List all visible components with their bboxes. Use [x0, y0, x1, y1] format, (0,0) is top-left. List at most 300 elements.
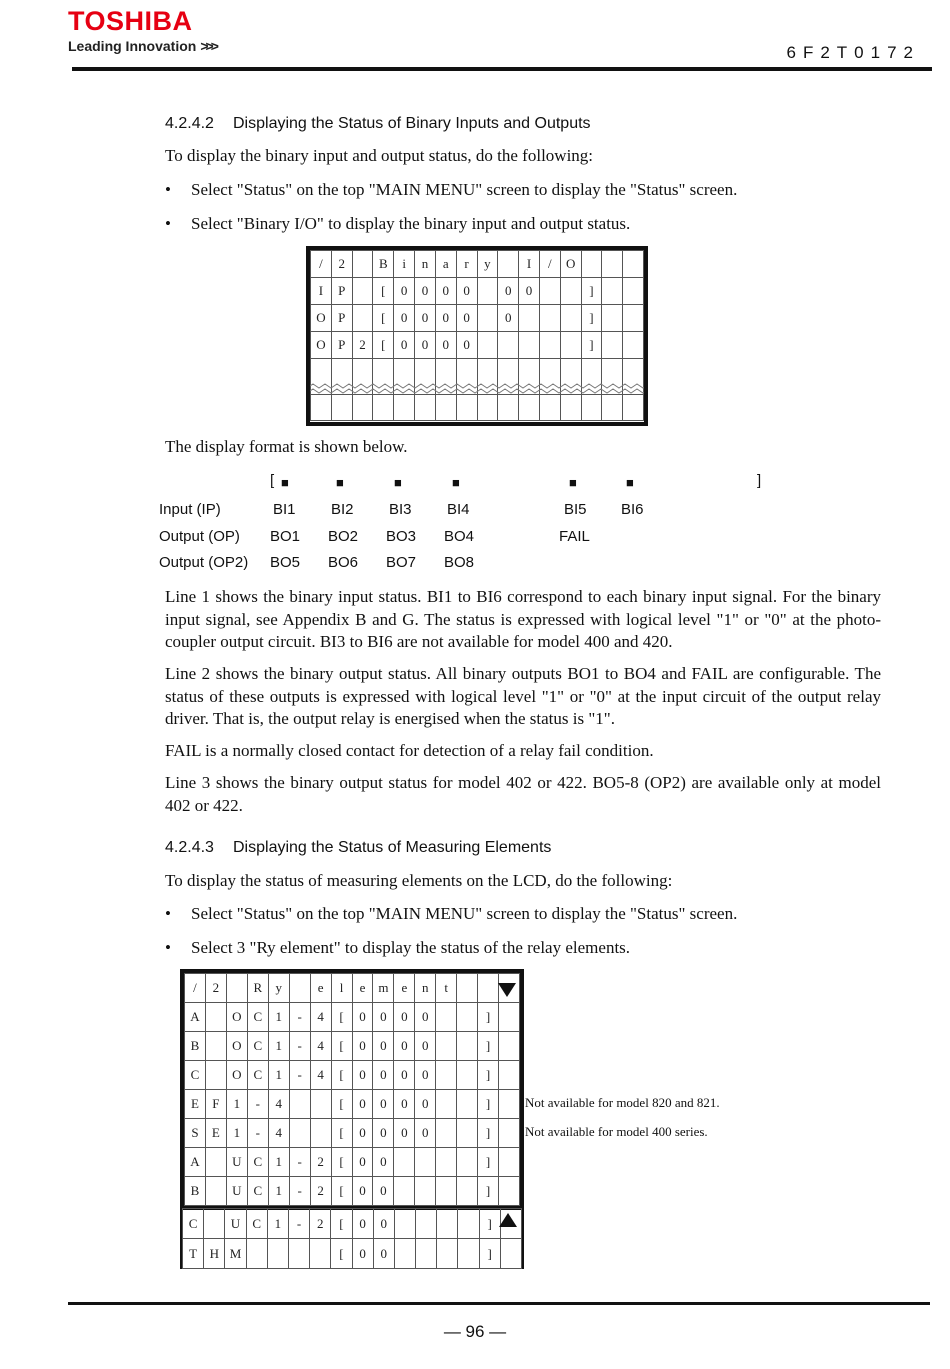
lcd-cell: t — [436, 974, 457, 1003]
lcd-cell: 0 — [394, 1090, 415, 1119]
lcd-cell: 2 — [205, 974, 226, 1003]
lcd-cell — [623, 332, 644, 359]
lcd-cell — [539, 305, 560, 332]
bullet-text: Select "Binary I/O" to display the binary input and output status. — [191, 214, 631, 233]
lcd-cell: - — [289, 1148, 310, 1177]
lcd-cell: 1 — [268, 1032, 289, 1061]
lcd-cell — [436, 1119, 457, 1148]
lcd-row — [183, 1209, 522, 1239]
lcd-cell: 0 — [352, 1032, 373, 1061]
lcd-cell — [352, 395, 373, 421]
lcd-row — [185, 1148, 520, 1177]
lcd-cell: O — [311, 332, 332, 359]
lcd-cell: ] — [479, 1239, 500, 1269]
lcd-cell: 0 — [456, 332, 477, 359]
lcd-cell — [581, 395, 602, 421]
lcd-cell: 2 — [310, 1177, 331, 1206]
toshiba-logo: TOSHIBA — [68, 6, 193, 36]
format-cell: BI5 — [564, 501, 587, 518]
lcd-cell: y — [477, 251, 498, 278]
format-cell: BO4 — [444, 528, 475, 545]
lcd-cell: / — [539, 251, 560, 278]
lcd-cell — [415, 1177, 436, 1206]
lcd-cell: n — [415, 251, 436, 278]
lcd-cell: 4 — [310, 1032, 331, 1061]
lcd-cell: 1 — [226, 1090, 247, 1119]
lcd-grid — [310, 250, 644, 421]
lcd-cell — [477, 278, 498, 305]
lcd-cell — [436, 1177, 457, 1206]
bullet-item — [165, 179, 737, 201]
lcd-cell — [458, 1209, 479, 1239]
lcd-cell — [437, 1209, 458, 1239]
lcd-cell — [477, 332, 498, 359]
lcd-cell — [623, 305, 644, 332]
format-cell: BO1 — [270, 528, 301, 545]
brand-tagline — [68, 37, 216, 55]
lcd-cell: 0 — [415, 332, 436, 359]
lcd-cell: 1 — [226, 1119, 247, 1148]
lcd-cell: i — [394, 251, 415, 278]
lcd-cell — [457, 1119, 478, 1148]
lcd-cell — [602, 332, 623, 359]
format-close-bracket: ] — [757, 472, 762, 489]
lcd-cell: 0 — [373, 1239, 394, 1269]
lcd-cell: ] — [581, 278, 602, 305]
lcd-cell: P — [331, 332, 352, 359]
intro-paragraph: To display the binary input and output status, do the following: — [165, 146, 594, 165]
lcd-cell: B — [185, 1177, 206, 1206]
section-number: 4.2.4.3 — [165, 839, 214, 856]
lcd-cell — [289, 1119, 310, 1148]
lcd-cell: ] — [581, 305, 602, 332]
lcd-cell — [394, 395, 415, 421]
lcd-cell — [436, 1061, 457, 1090]
lcd-cell: C — [247, 1148, 268, 1177]
lcd-cell: 0 — [394, 1003, 415, 1032]
lcd-row — [311, 332, 644, 359]
lcd-row — [185, 974, 520, 1003]
lcd-cell: - — [247, 1119, 268, 1148]
lcd-cell — [226, 974, 247, 1003]
lcd-cell — [373, 395, 394, 421]
lcd-cell — [457, 974, 478, 1003]
lcd-cell: U — [225, 1209, 246, 1239]
section-heading-measuring-elements — [165, 838, 551, 858]
lcd-cell: [ — [331, 1032, 352, 1061]
bullet-text: Select 3 "Ry element" to display the status of the relay elements. — [191, 938, 631, 957]
lcd-cell — [415, 395, 436, 421]
lcd-cell — [267, 1239, 288, 1269]
intro-paragraph: To display the status of measuring elements on the LCD, do the following: — [165, 871, 673, 890]
lcd-cell — [310, 1239, 331, 1269]
lcd-cell: - — [289, 1061, 310, 1090]
lcd-cell — [437, 1239, 458, 1269]
lcd-cell: ] — [478, 1119, 499, 1148]
lcd-cell: O — [226, 1003, 247, 1032]
lcd-cell: / — [311, 251, 332, 278]
lcd-cell: ] — [478, 1090, 499, 1119]
lcd-cell: 1 — [268, 1003, 289, 1032]
lcd-cell: l — [331, 974, 352, 1003]
lcd-cell: e — [394, 974, 415, 1003]
lcd-cell: - — [289, 1032, 310, 1061]
lcd-cell: 0 — [373, 1177, 394, 1206]
format-cell: BO6 — [328, 554, 359, 571]
lcd-cell: 4 — [310, 1061, 331, 1090]
body-paragraph: Line 1 shows the binary input status. BI1 to BI6 correspond to each binary input signal. For the binary input signal, see Appendix B and G. The status is expressed with logical level "1" or "0" at the photo-coupler output circuit. BI3 to BI6 are not available for model 400 and 420. — [165, 587, 881, 651]
lcd-cell — [539, 395, 560, 421]
lcd-cell — [416, 1209, 437, 1239]
lcd-cell: [ — [331, 1119, 352, 1148]
lcd-cell: P — [331, 305, 352, 332]
lcd-cell — [436, 1032, 457, 1061]
lcd-cell — [623, 395, 644, 421]
lcd-cell: 0 — [435, 332, 456, 359]
lcd-cell: [ — [331, 1148, 352, 1177]
lcd-cell: 1 — [268, 1061, 289, 1090]
lcd-cell — [205, 1148, 226, 1177]
lcd-cell — [477, 305, 498, 332]
lcd-cell — [457, 1177, 478, 1206]
document-number: 6F2T0172 — [786, 43, 920, 62]
lcd-cell — [498, 395, 519, 421]
lcd-cell — [519, 305, 540, 332]
lcd-cell: [ — [331, 1209, 352, 1239]
lcd-cell: E — [205, 1119, 226, 1148]
lcd-cell — [204, 1209, 225, 1239]
lcd-cell: 0 — [415, 278, 436, 305]
lcd-cell — [352, 278, 373, 305]
lcd-cell — [457, 1061, 478, 1090]
lcd-cell: [ — [331, 1090, 352, 1119]
lcd-cell: O — [226, 1061, 247, 1090]
lcd-cell — [560, 278, 581, 305]
lcd-cell — [560, 332, 581, 359]
lcd-cell — [310, 1119, 331, 1148]
lcd-cell: A — [185, 1148, 206, 1177]
lcd-cell: C — [247, 1032, 268, 1061]
lcd-cell — [519, 395, 540, 421]
availability-note: Not available for model 400 series. — [525, 1124, 708, 1139]
lcd-cell — [458, 1239, 479, 1269]
lcd-cell: U — [226, 1148, 247, 1177]
body-paragraph: FAIL is a normally closed contact for detection of a relay fail condition. — [165, 741, 654, 760]
lcd-row — [185, 1177, 520, 1206]
lcd-binary-io-screen — [306, 246, 648, 426]
lcd-cell: 0 — [352, 1239, 373, 1269]
lcd-cell: 0 — [352, 1090, 373, 1119]
lcd-cell — [539, 332, 560, 359]
lcd-relay-element-overflow — [180, 1208, 524, 1269]
lcd-cell — [499, 1032, 520, 1061]
lcd-cell — [499, 1003, 520, 1032]
lcd-cell: B — [185, 1032, 206, 1061]
format-cell: BI1 — [273, 501, 296, 518]
scroll-up-arrow-icon — [499, 1213, 517, 1227]
body-paragraph: Line 3 shows the binary output status for model 402 or 422. BO5-8 (OP2) are available only at model 402 or 422. — [165, 773, 881, 815]
lcd-cell: [ — [331, 1239, 352, 1269]
lcd-cell — [499, 1061, 520, 1090]
lcd-cell: 4 — [310, 1003, 331, 1032]
lcd-cell: 0 — [394, 332, 415, 359]
lcd-cell: 0 — [415, 305, 436, 332]
footer-rule — [68, 1302, 930, 1305]
lcd-cell: ] — [478, 1177, 499, 1206]
lcd-cell: 0 — [394, 305, 415, 332]
format-cell: BO7 — [386, 554, 417, 571]
lcd-cell: a — [435, 251, 456, 278]
lcd-cell — [499, 1148, 520, 1177]
lcd-cell: e — [352, 974, 373, 1003]
lcd-grid — [184, 973, 520, 1206]
bullet-dot-icon: • — [165, 180, 171, 199]
lcd-cell: 0 — [352, 1148, 373, 1177]
format-square-icon: ■ — [452, 475, 460, 490]
section-title: Displaying the Status of Binary Inputs and Outputs — [233, 115, 591, 132]
chevrons-icon: >>> — [200, 38, 216, 54]
lcd-row — [185, 1119, 520, 1148]
bullet-text: Select "Status" on the top "MAIN MENU" screen to display the "Status" screen. — [191, 180, 738, 199]
lcd-cell: [ — [373, 278, 394, 305]
lcd-cell: ] — [478, 1032, 499, 1061]
lcd-cell — [499, 1090, 520, 1119]
lcd-cell: 0 — [415, 1119, 436, 1148]
lcd-cell: 2 — [331, 251, 352, 278]
lcd-row — [311, 305, 644, 332]
section-number: 4.2.4.2 — [165, 115, 214, 132]
format-cell: BI6 — [621, 501, 644, 518]
lcd-cell: 0 — [352, 1061, 373, 1090]
lcd-cell: I — [519, 251, 540, 278]
lcd-cell: 0 — [373, 1148, 394, 1177]
bullet-item — [165, 903, 737, 925]
lcd-cell — [602, 251, 623, 278]
format-cell: FAIL — [559, 528, 590, 545]
lcd-cell: r — [456, 251, 477, 278]
section-title: Displaying the Status of Measuring Elements — [233, 839, 552, 856]
lcd-cell: E — [185, 1090, 206, 1119]
lcd-cell: ] — [478, 1003, 499, 1032]
lcd-cell: 0 — [373, 1119, 394, 1148]
lcd-cell: [ — [373, 332, 394, 359]
body-paragraph: Line 2 shows the binary output status. All binary outputs BO1 to BO4 and FAIL are configurable. The status of these outputs is expressed with logical level "1" or "0" at the input circuit of the output relay driver. That is, the output relay is energised when the status is "1". — [165, 664, 881, 728]
header-rule — [72, 67, 932, 71]
lcd-cell: 0 — [394, 1061, 415, 1090]
lcd-cell — [205, 1177, 226, 1206]
lcd-cell: R — [247, 974, 268, 1003]
lcd-cell — [602, 278, 623, 305]
lcd-cell: U — [226, 1177, 247, 1206]
lcd-cell: 0 — [373, 1090, 394, 1119]
lcd-cell — [310, 1090, 331, 1119]
lcd-cell — [457, 1003, 478, 1032]
lcd-cell: [ — [373, 305, 394, 332]
format-cell: BI4 — [447, 501, 470, 518]
lcd-cell: 0 — [373, 1003, 394, 1032]
lcd-cell: ] — [581, 332, 602, 359]
bullet-text: Select "Status" on the top "MAIN MENU" screen to display the "Status" screen. — [191, 904, 738, 923]
lcd-cell — [457, 1090, 478, 1119]
lcd-cell — [498, 332, 519, 359]
format-cell: BI3 — [389, 501, 412, 518]
lcd-row — [185, 1003, 520, 1032]
lcd-cell — [394, 1209, 415, 1239]
lcd-cell — [623, 278, 644, 305]
format-cell: BO3 — [386, 528, 417, 545]
lcd-cell: B — [373, 251, 394, 278]
lcd-cell: 0 — [394, 278, 415, 305]
lcd-cell — [560, 305, 581, 332]
lcd-cell: M — [225, 1239, 246, 1269]
lcd-cell — [205, 1061, 226, 1090]
lcd-cell: P — [331, 278, 352, 305]
lcd-cell: T — [183, 1239, 204, 1269]
bullet-item — [165, 937, 630, 959]
lcd-cell: 2 — [310, 1148, 331, 1177]
lcd-row — [311, 395, 644, 421]
lcd-cell: n — [415, 974, 436, 1003]
bullet-dot-icon: • — [165, 214, 171, 233]
lcd-cell — [436, 1148, 457, 1177]
lcd-cell: 0 — [456, 305, 477, 332]
format-cell: BI2 — [331, 501, 354, 518]
lcd-cell: S — [185, 1119, 206, 1148]
lcd-cell: O — [560, 251, 581, 278]
lcd-cell: - — [289, 1177, 310, 1206]
lcd-cell — [436, 1090, 457, 1119]
lcd-cell: 0 — [352, 1209, 373, 1239]
lcd-cell: 0 — [352, 1003, 373, 1032]
lcd-cell: 0 — [373, 1032, 394, 1061]
lcd-cell: 0 — [415, 1090, 436, 1119]
lcd-row — [311, 278, 644, 305]
lcd-cell: 0 — [415, 1003, 436, 1032]
lcd-cell — [478, 974, 499, 1003]
lcd-cell — [289, 974, 310, 1003]
lcd-cell: 4 — [268, 1119, 289, 1148]
lcd-cell: - — [247, 1090, 268, 1119]
lcd-cell — [457, 1032, 478, 1061]
lcd-cell: m — [373, 974, 394, 1003]
page-number: — 96 — — [443, 1322, 507, 1341]
lcd-cell — [435, 395, 456, 421]
lcd-row — [185, 1061, 520, 1090]
lcd-cell: C — [185, 1061, 206, 1090]
format-square-icon: ■ — [336, 475, 344, 490]
lcd-cell: 0 — [373, 1209, 394, 1239]
lcd-cell: A — [185, 1003, 206, 1032]
lcd-cell — [457, 1148, 478, 1177]
lcd-cell: 1 — [267, 1209, 288, 1239]
lcd-cell — [311, 395, 332, 421]
lcd-cell: [ — [331, 1177, 352, 1206]
lcd-cell — [477, 395, 498, 421]
lcd-cell: 0 — [498, 305, 519, 332]
scroll-down-arrow-icon — [498, 983, 516, 997]
lcd-cell: O — [311, 305, 332, 332]
lcd-cell — [416, 1239, 437, 1269]
lcd-cell — [560, 395, 581, 421]
lcd-cell: 0 — [435, 305, 456, 332]
lcd-cell: 2 — [310, 1209, 331, 1239]
lcd-cell: 1 — [268, 1148, 289, 1177]
lcd-row — [183, 1239, 522, 1269]
lcd-cell: e — [310, 974, 331, 1003]
lcd-cell: 2 — [352, 332, 373, 359]
format-cell: BO2 — [328, 528, 359, 545]
format-cell: BO5 — [270, 554, 301, 571]
lcd-cell: 0 — [415, 1032, 436, 1061]
lcd-cell — [519, 332, 540, 359]
lcd-cell — [331, 395, 352, 421]
format-row-label: Output (OP) — [159, 528, 240, 545]
lcd-cell: y — [268, 974, 289, 1003]
lcd-cell — [394, 1148, 415, 1177]
lcd-cell: ] — [479, 1209, 500, 1239]
lcd-grid — [182, 1208, 522, 1269]
lcd-cell: F — [205, 1090, 226, 1119]
lcd-row — [185, 1090, 520, 1119]
lcd-cell — [602, 395, 623, 421]
lcd-cell — [415, 1148, 436, 1177]
lcd-cell — [539, 278, 560, 305]
lcd-cell: 0 — [415, 1061, 436, 1090]
lcd-cell: C — [247, 1003, 268, 1032]
lcd-cell: 0 — [394, 1119, 415, 1148]
lcd-cell: O — [226, 1032, 247, 1061]
continuation-wave-icon — [310, 383, 644, 395]
lcd-cell — [352, 305, 373, 332]
format-row-label: Output (OP2) — [159, 554, 249, 571]
format-square-icon: ■ — [626, 475, 634, 490]
lcd-cell: ] — [478, 1061, 499, 1090]
lcd-cell — [352, 251, 373, 278]
lcd-cell: C — [247, 1177, 268, 1206]
lcd-cell: 1 — [268, 1177, 289, 1206]
lcd-cell: [ — [331, 1061, 352, 1090]
lcd-cell — [499, 1119, 520, 1148]
lcd-cell: 0 — [373, 1061, 394, 1090]
lcd-cell: - — [288, 1209, 309, 1239]
lcd-cell: C — [246, 1209, 267, 1239]
section-heading-binary-io — [165, 114, 591, 134]
lcd-cell — [246, 1239, 267, 1269]
format-square-icon: ■ — [394, 475, 402, 490]
availability-note: Not available for model 820 and 821. — [525, 1095, 720, 1110]
lcd-cell: 0 — [352, 1177, 373, 1206]
format-open-bracket: [ — [270, 472, 275, 489]
lcd-cell: ] — [478, 1148, 499, 1177]
tagline-text: Leading Innovation — [68, 38, 197, 54]
format-intro: The display format is shown below. — [165, 437, 408, 456]
lcd-cell: 0 — [456, 278, 477, 305]
lcd-row — [185, 1032, 520, 1061]
lcd-cell: 0 — [498, 278, 519, 305]
lcd-cell — [581, 251, 602, 278]
lcd-cell — [499, 1177, 520, 1206]
bullet-item — [165, 213, 630, 235]
format-square-icon: ■ — [569, 475, 577, 490]
lcd-cell: C — [247, 1061, 268, 1090]
lcd-cell: I — [311, 278, 332, 305]
lcd-cell: - — [289, 1003, 310, 1032]
lcd-cell — [623, 251, 644, 278]
format-square-icon: ■ — [281, 475, 289, 490]
lcd-cell: / — [185, 974, 206, 1003]
lcd-cell: 0 — [435, 278, 456, 305]
lcd-relay-element-screen — [180, 969, 524, 1210]
